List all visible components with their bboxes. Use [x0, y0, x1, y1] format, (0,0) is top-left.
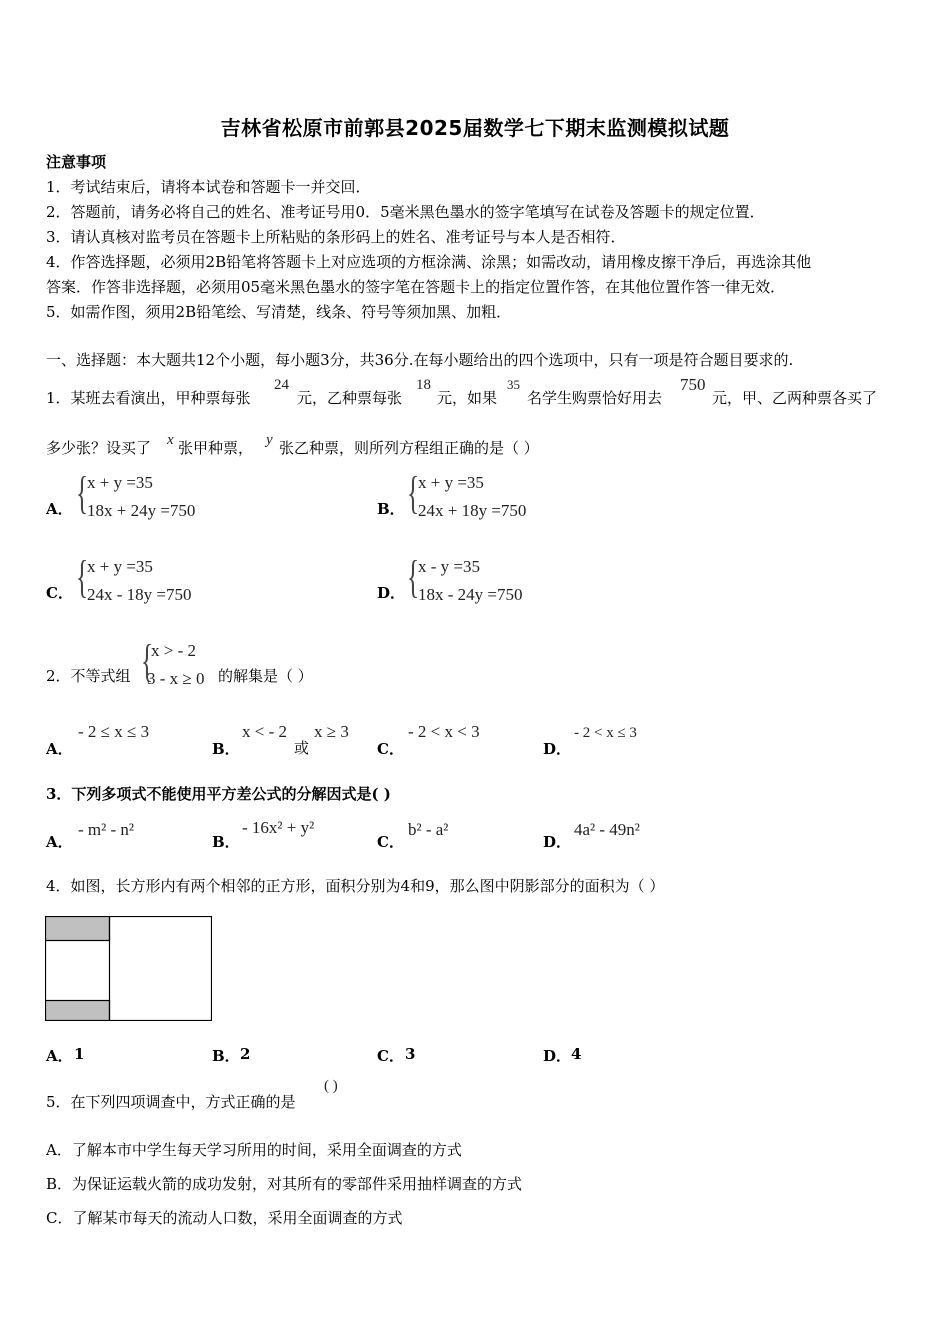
brace-icon: {: [407, 551, 420, 602]
q2-option-a-math: - 2 ≤ x ≤ 3: [78, 722, 150, 741]
q2-option-b-label[interactable]: B．: [212, 740, 240, 758]
q4-text: 4．如图，长方形内有两个相邻的正方形，面积分别为4和9，那么图中阴影部分的面积为（ ）: [46, 877, 665, 895]
q1-number-18: 18: [416, 377, 431, 393]
shaded-region-bottom: [46, 1001, 110, 1021]
q2-option-d-label[interactable]: D．: [543, 740, 572, 758]
q2-option-c-math: - 2 < x < 3: [408, 722, 480, 741]
q2-option-d-math: - 2 < x ≤ 3: [574, 725, 637, 741]
q4-option-d-value: 4: [571, 1045, 582, 1063]
notice-item: 1．考试结束后，请将本试卷和答题卡一并交回．: [46, 178, 371, 196]
q5-paren: ( ): [324, 1078, 338, 1094]
q1-var-x: x: [167, 432, 174, 448]
q1-option-a-eq1: x + y =35: [87, 473, 153, 492]
notice-item: 3．请认真核对监考员在答题卡上所粘贴的条形码上的姓名、准考证号与本人是否相符．: [46, 228, 626, 246]
q2-eq2: 3 - x ≥ 0: [147, 669, 205, 688]
q3-option-b-math: - 16x² + y²: [242, 818, 315, 837]
q4-option-b-value: 2: [240, 1045, 251, 1063]
q1-option-c-eq1: x + y =35: [87, 557, 153, 576]
section-heading: 一、选择题：本大题共12个小题，每小题3分，共36分.在每小题给出的四个选项中，只有一项是符合题目要求的.: [46, 351, 794, 369]
q1-number-24: 24: [274, 377, 289, 393]
q2-text-part: 2．不等式组: [46, 667, 131, 685]
q1-option-d-eq1: x - y =35: [418, 557, 480, 576]
brace-icon: {: [76, 467, 89, 518]
q3-option-c-math: b² - a²: [408, 820, 449, 839]
q4-option-b-label[interactable]: B．: [212, 1047, 240, 1065]
q3-option-b-label[interactable]: B．: [212, 833, 240, 851]
brace-icon: {: [76, 551, 89, 602]
q1-text-part: 张甲种票，: [178, 439, 254, 457]
q1-text-part: 多少张？设买了: [46, 439, 152, 457]
q3-option-d-math: 4a² - 49n²: [574, 820, 640, 839]
q1-text-part: 元，乙种票每张: [297, 389, 403, 407]
q1-option-c-label[interactable]: C．: [46, 584, 73, 602]
q4-option-d-label[interactable]: D．: [543, 1047, 572, 1065]
q3-option-a-label[interactable]: A．: [46, 833, 73, 851]
q1-text-part: 名学生购票恰好用去: [527, 389, 663, 407]
q4-option-a-label[interactable]: A．: [46, 1047, 73, 1065]
q1-text-part: 1．某班去看演出，甲种票每张: [46, 389, 251, 407]
notice-item: 5．如需作图，须用2B铅笔绘、写清楚，线条、符号等须加黑、加粗．: [46, 303, 512, 321]
notice-item: 2．答题前，请务必将自己的姓名、准考证号用0．5毫米黑色墨水的签字笔填写在试卷及答题卡的规定位置．: [46, 203, 765, 221]
notice-item: 4．作答选择题，必须用2B铅笔将答题卡上对应选项的方框涂满、涂黑；如需改动，请用橡皮擦干净后，再选涂其他: [46, 253, 812, 271]
q4-option-a-value: 1: [74, 1045, 85, 1063]
q5-option-a[interactable]: A．了解本市中学生每天学习所用的时间，采用全面调查的方式: [46, 1141, 462, 1159]
q2-text-part: 的解集是（ ）: [218, 667, 313, 685]
q1-option-d-eq2: 18x - 24y =750: [418, 585, 523, 604]
q2-option-b-math2: x ≥ 3: [314, 722, 349, 741]
q3-option-d-label[interactable]: D．: [543, 833, 572, 851]
q1-var-y: y: [266, 432, 273, 448]
q5-option-c[interactable]: C．了解某市每天的流动人口数，采用全面调查的方式: [46, 1209, 403, 1227]
q1-text-part: 元，如果: [437, 389, 498, 407]
q5-option-b[interactable]: B．为保证运载火箭的成功发射，对其所有的零部件采用抽样调查的方式: [46, 1175, 523, 1193]
q3-option-a-math: - m² - n²: [78, 820, 134, 839]
q4-option-c-label[interactable]: C．: [377, 1047, 404, 1065]
notice-item: 答案．作答非选择题，必须用05毫米黑色墨水的签字笔在答题卡上的指定位置作答，在其他位置作答一律无效．: [46, 278, 786, 296]
q2-option-b-math: x < - 2: [242, 722, 287, 741]
q2-option-b-or: 或: [294, 739, 310, 757]
q2-eq1: x > - 2: [151, 641, 196, 660]
q2-option-a-label[interactable]: A．: [46, 740, 73, 758]
q2-option-c-label[interactable]: C．: [377, 740, 404, 758]
q1-option-a-label[interactable]: A．: [46, 500, 73, 518]
brace-icon: {: [407, 467, 420, 518]
q1-option-b-eq1: x + y =35: [418, 473, 484, 492]
q1-text-part: 元，甲、乙两种票各买了: [712, 389, 878, 407]
q1-option-d-label[interactable]: D．: [377, 584, 406, 602]
q1-option-a-eq2: 18x + 24y =750: [87, 501, 196, 520]
q1-option-c-eq2: 24x - 18y =750: [87, 585, 192, 604]
brace-icon: {: [141, 635, 154, 686]
q1-number-750: 750: [680, 375, 706, 394]
page-title: 吉林省松原市前郭县2025届数学七下期末监测模拟试题: [220, 116, 730, 140]
q1-option-b-label[interactable]: B．: [377, 500, 405, 518]
q3-text: 3．下列多项式不能使用平方差公式的分解因式是( ): [46, 785, 391, 803]
q1-option-b-eq2: 24x + 18y =750: [418, 501, 527, 520]
q4-option-c-value: 3: [405, 1045, 416, 1063]
q3-option-c-label[interactable]: C．: [377, 833, 404, 851]
q5-text: 5．在下列四项调查中，方式正确的是: [46, 1093, 296, 1111]
shaded-region-top: [46, 917, 110, 941]
q1-number-35: 35: [507, 377, 520, 392]
q4-figure: [45, 916, 212, 1021]
q1-text-part: 张乙种票，则所列方程组正确的是（ ）: [279, 439, 539, 457]
notice-heading: 注意事项: [46, 153, 107, 171]
